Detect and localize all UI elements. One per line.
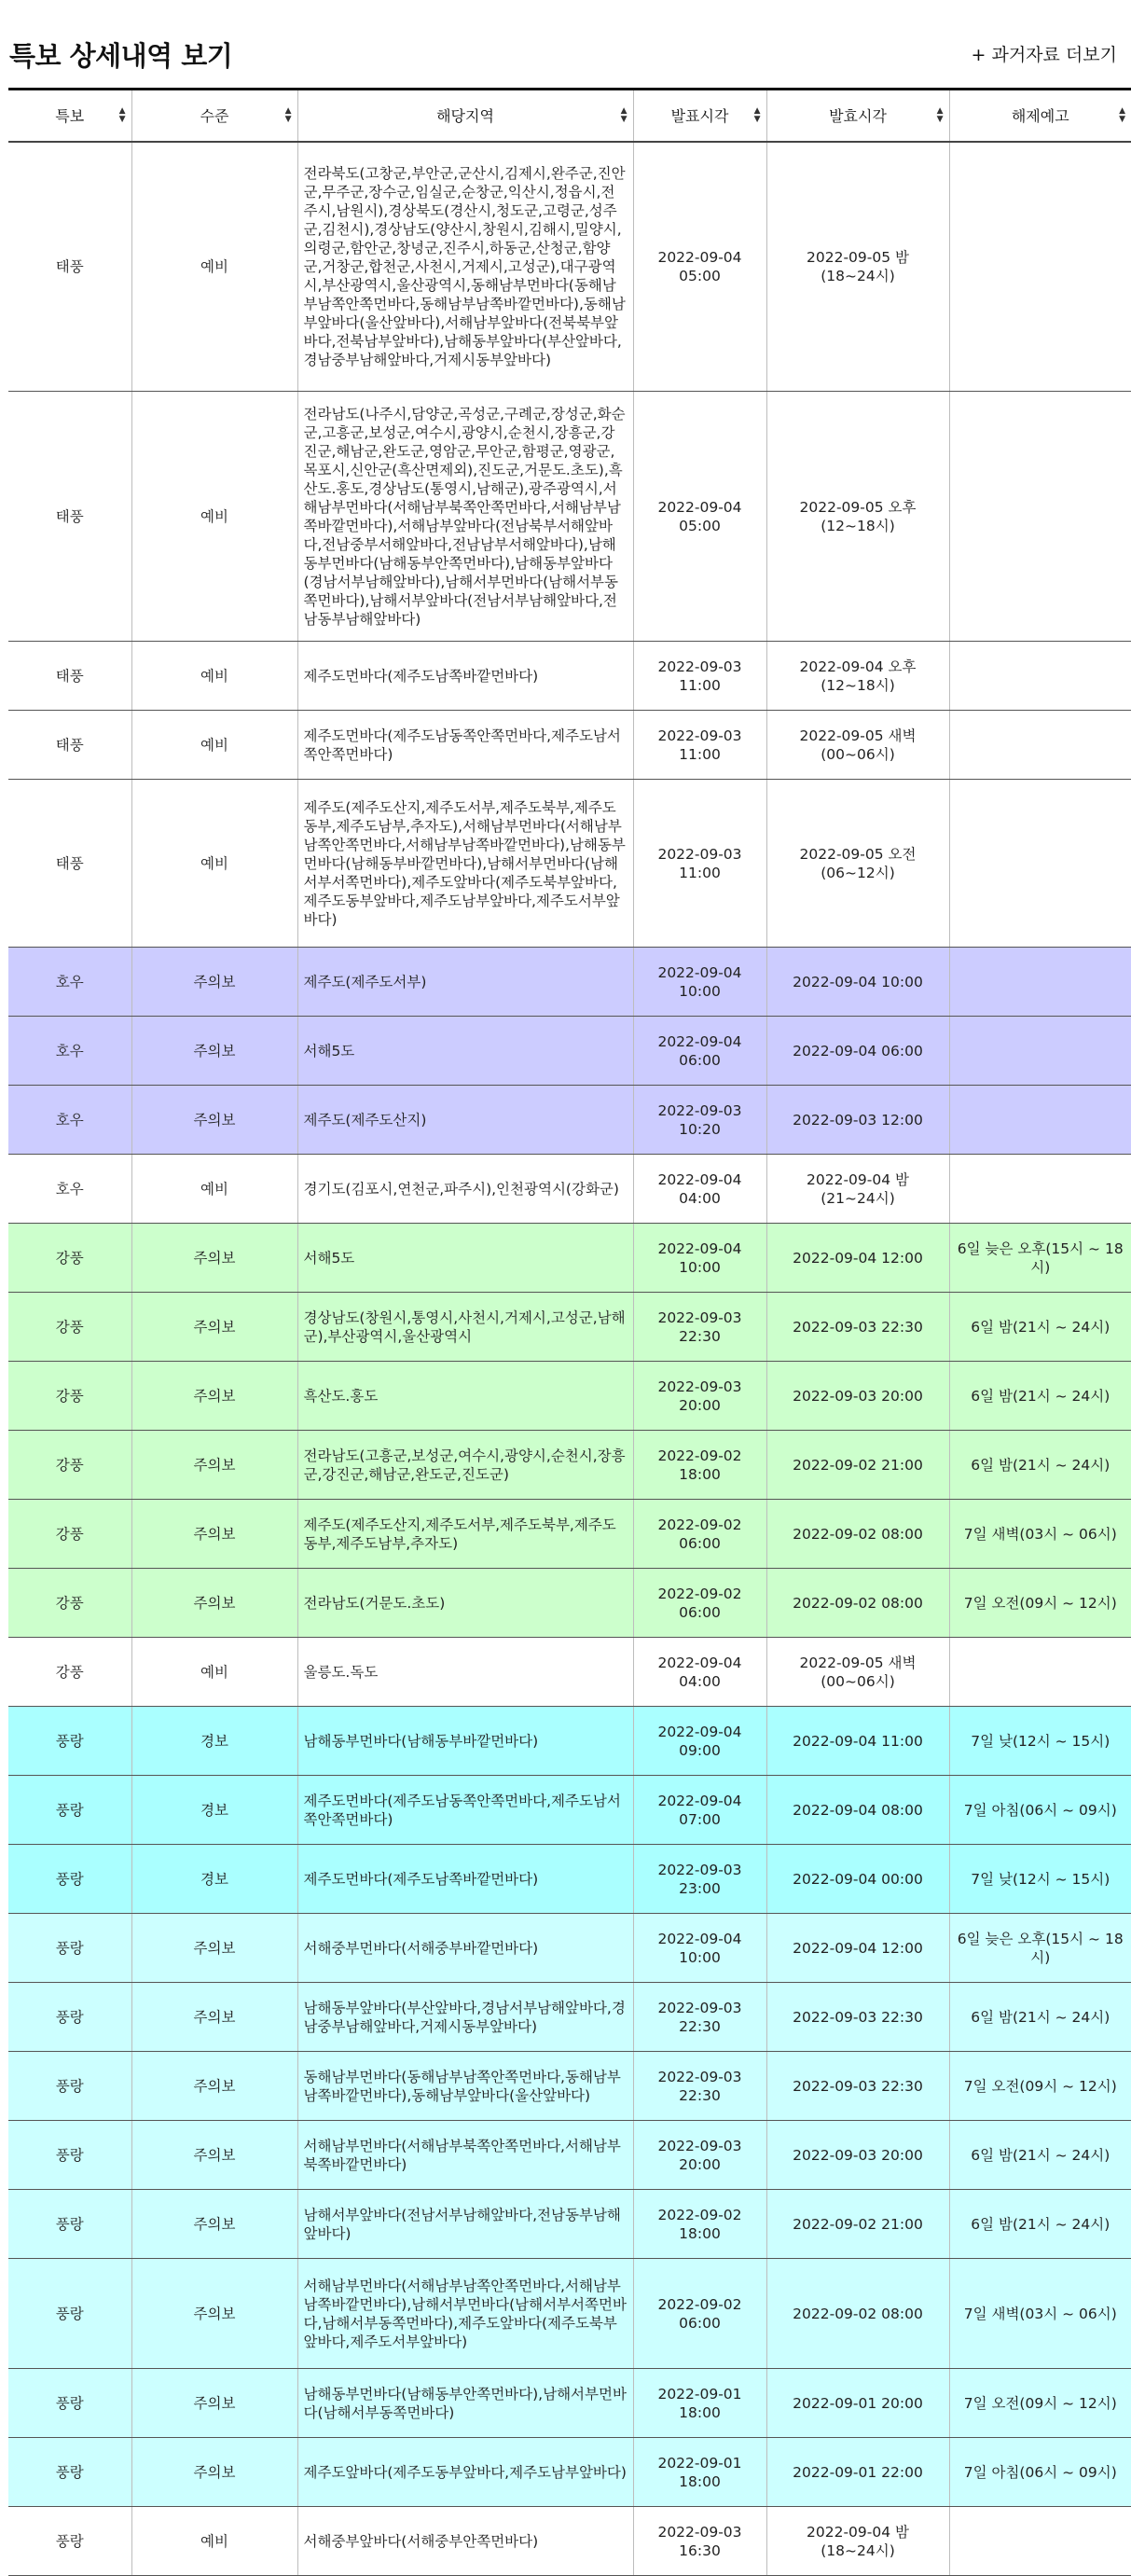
past-data-link[interactable]: + 과거자료 더보기 — [971, 45, 1117, 65]
cell-level: 주의보 — [131, 1569, 297, 1638]
cell-release: 7일 낮(12시 ~ 15시) — [949, 1707, 1131, 1776]
cell-type: 호우 — [8, 948, 131, 1017]
cell-type: 태풍 — [8, 780, 131, 948]
cell-area: 남해서부앞바다(전남서부남해앞바다,전남동부남해앞바다) — [297, 2190, 633, 2259]
cell-area: 전라남도(나주시,담양군,곡성군,구례군,장성군,화순군,고흥군,보성군,여수시,광양시,순천시,장흥군,강진군,해남군,완도군,영암군,무안군,함평군,영광군,목포시,신안군(흑산면제외),진도군,거문도.초도),흑산도.홍도,경상남도(통영시,남해군),광주광역시,서해남부먼바다(서해남부북쪽안쪽먼바다,서해남부남쪽바깥먼바다),서해남부앞바다(전남북부서해앞바다,전남중부서해앞바다,전남남부서해앞바다),남해동부먼바다(남해동부안쪽먼바다),남해동부앞바다(경남서부남해앞바다),남해서부먼바다(남해서부동쪽먼바다),남해서부앞바다(전남서부남해앞바다,전남동부남해앞바다) — [297, 392, 633, 642]
cell-announced: 2022-09-03 11:00 — [633, 780, 766, 948]
cell-announced: 2022-09-03 11:00 — [633, 711, 766, 780]
cell-release — [949, 780, 1131, 948]
cell-release: 7일 오전(09시 ~ 12시) — [949, 1569, 1131, 1638]
table-row — [8, 142, 1131, 392]
cell-announced: 2022-09-03 20:00 — [633, 1362, 766, 1431]
table-row — [8, 1983, 1131, 2052]
cell-effective: 2022-09-04 00:00 — [766, 1845, 949, 1914]
cell-area: 서해중부앞바다(서해중부안쪽먼바다) — [297, 2507, 633, 2576]
table-row — [8, 642, 1131, 711]
cell-announced: 2022-09-04 06:00 — [633, 1017, 766, 1086]
cell-release — [949, 948, 1131, 1017]
cell-level: 주의보 — [131, 948, 297, 1017]
cell-announced: 2022-09-03 23:00 — [633, 1845, 766, 1914]
table-row — [8, 1707, 1131, 1776]
cell-announced: 2022-09-02 18:00 — [633, 1431, 766, 1500]
column-header-level[interactable] — [131, 90, 297, 142]
cell-level: 경보 — [131, 1707, 297, 1776]
cell-level: 예비 — [131, 142, 297, 392]
cell-announced: 2022-09-01 18:00 — [633, 2369, 766, 2438]
cell-level: 주의보 — [131, 2121, 297, 2190]
cell-type: 풍랑 — [8, 1845, 131, 1914]
cell-release — [949, 711, 1131, 780]
table-row — [8, 1431, 1131, 1500]
cell-release — [949, 1638, 1131, 1707]
cell-type: 강풍 — [8, 1569, 131, 1638]
table-row — [8, 1638, 1131, 1707]
cell-effective: 2022-09-04 오후 (12~18시) — [766, 642, 949, 711]
column-header-label: 해당지역 — [436, 107, 494, 126]
cell-effective: 2022-09-04 10:00 — [766, 948, 949, 1017]
column-header-label: 수준 — [200, 107, 229, 126]
cell-area: 전라남도(고흥군,보성군,여수시,광양시,순천시,장흥군,강진군,해남군,완도군,진도군) — [297, 1431, 633, 1500]
cell-level: 예비 — [131, 1638, 297, 1707]
table-row — [8, 1086, 1131, 1155]
column-header-release[interactable] — [949, 90, 1131, 142]
cell-effective: 2022-09-03 22:30 — [766, 1983, 949, 2052]
table-row — [8, 2438, 1131, 2507]
cell-level: 주의보 — [131, 1224, 297, 1293]
cell-level: 예비 — [131, 642, 297, 711]
cell-release: 6일 밤(21시 ~ 24시) — [949, 1362, 1131, 1431]
column-header-label: 특보 — [55, 107, 85, 126]
cell-level: 주의보 — [131, 1431, 297, 1500]
cell-area: 서해5도 — [297, 1017, 633, 1086]
cell-release: 7일 오전(09시 ~ 12시) — [949, 2052, 1131, 2121]
cell-type: 풍랑 — [8, 2190, 131, 2259]
cell-effective: 2022-09-04 밤 (21~24시) — [766, 1155, 949, 1224]
cell-type: 강풍 — [8, 1293, 131, 1362]
cell-type: 강풍 — [8, 1362, 131, 1431]
cell-level: 주의보 — [131, 1983, 297, 2052]
cell-type: 풍랑 — [8, 1776, 131, 1845]
column-header-label: 발효시각 — [829, 107, 887, 126]
cell-release: 7일 새벽(03시 ~ 06시) — [949, 1500, 1131, 1569]
cell-release: 6일 밤(21시 ~ 24시) — [949, 1431, 1131, 1500]
cell-level: 예비 — [131, 1155, 297, 1224]
cell-announced: 2022-09-03 22:30 — [633, 1983, 766, 2052]
alerts-table-body — [8, 142, 1131, 2576]
cell-area: 제주도(제주도서부) — [297, 948, 633, 1017]
cell-level: 주의보 — [131, 1017, 297, 1086]
sort-icon: ▲ ▼ — [753, 105, 761, 124]
cell-type: 풍랑 — [8, 1914, 131, 1983]
table-row — [8, 1776, 1131, 1845]
page-header — [0, 0, 1131, 88]
cell-area: 흑산도.홍도 — [297, 1362, 633, 1431]
sort-icon: ▲ ▼ — [620, 105, 628, 124]
column-header-label: 해제예고 — [1011, 107, 1069, 126]
cell-level: 경보 — [131, 1776, 297, 1845]
cell-release — [949, 642, 1131, 711]
cell-type: 태풍 — [8, 642, 131, 711]
cell-type: 호우 — [8, 1017, 131, 1086]
table-row — [8, 2052, 1131, 2121]
cell-announced: 2022-09-03 10:20 — [633, 1086, 766, 1155]
table-row — [8, 1914, 1131, 1983]
cell-announced: 2022-09-02 06:00 — [633, 1500, 766, 1569]
cell-effective: 2022-09-02 21:00 — [766, 2190, 949, 2259]
cell-announced: 2022-09-04 05:00 — [633, 392, 766, 642]
cell-effective: 2022-09-04 06:00 — [766, 1017, 949, 1086]
cell-effective: 2022-09-04 12:00 — [766, 1224, 949, 1293]
cell-area: 제주도앞바다(제주도동부앞바다,제주도남부앞바다) — [297, 2438, 633, 2507]
cell-type: 풍랑 — [8, 1983, 131, 2052]
cell-announced: 2022-09-02 18:00 — [633, 2190, 766, 2259]
cell-announced: 2022-09-03 22:30 — [633, 1293, 766, 1362]
cell-level: 예비 — [131, 2507, 297, 2576]
sort-icon: ▲ ▼ — [936, 105, 944, 124]
cell-announced: 2022-09-04 05:00 — [633, 142, 766, 392]
cell-announced: 2022-09-03 20:00 — [633, 2121, 766, 2190]
cell-effective: 2022-09-02 08:00 — [766, 1569, 949, 1638]
cell-type: 풍랑 — [8, 2507, 131, 2576]
cell-release — [949, 1155, 1131, 1224]
cell-type: 풍랑 — [8, 2052, 131, 2121]
table-row — [8, 2369, 1131, 2438]
cell-effective: 2022-09-03 12:00 — [766, 1086, 949, 1155]
cell-release — [949, 1086, 1131, 1155]
cell-area: 전라북도(고창군,부안군,군산시,김제시,완주군,진안군,무주군,장수군,임실군,순창군,익산시,정읍시,전주시,남원시),경상북도(경산시,청도군,고령군,성주군,김천시),경상남도(양산시,창원시,김해시,밀양시,의령군,함안군,창녕군,진주시,하동군,산청군,함양군,거창군,합천군,사천시,거제시,고성군),대구광역시,부산광역시,울산광역시,동해남부먼바다(동해남부남쪽안쪽먼바다,동해남부남쪽바깥먼바다),동해남부앞바다(울산앞바다),서해남부앞바다(전북북부앞바다,전북남부앞바다),남해동부앞바다(부산앞바다,경남중부남해앞바다,거제시동부앞바다) — [297, 142, 633, 392]
cell-effective: 2022-09-03 22:30 — [766, 2052, 949, 2121]
cell-type: 풍랑 — [8, 1707, 131, 1776]
cell-release: 6일 밤(21시 ~ 24시) — [949, 2190, 1131, 2259]
cell-area: 울릉도.독도 — [297, 1638, 633, 1707]
cell-type: 태풍 — [8, 392, 131, 642]
cell-announced: 2022-09-04 04:00 — [633, 1638, 766, 1707]
cell-effective: 2022-09-04 08:00 — [766, 1776, 949, 1845]
table-row — [8, 392, 1131, 642]
cell-release — [949, 392, 1131, 642]
cell-area: 제주도(제주도산지) — [297, 1086, 633, 1155]
cell-release: 6일 밤(21시 ~ 24시) — [949, 2121, 1131, 2190]
table-row — [8, 711, 1131, 780]
cell-level: 예비 — [131, 392, 297, 642]
cell-effective: 2022-09-05 밤 (18~24시) — [766, 142, 949, 392]
cell-level: 경보 — [131, 1845, 297, 1914]
alerts-table — [8, 88, 1131, 2576]
sort-icon: ▲ ▼ — [1119, 105, 1125, 124]
cell-announced: 2022-09-02 06:00 — [633, 1569, 766, 1638]
cell-area: 제주도먼바다(제주도남쪽바깥먼바다) — [297, 1845, 633, 1914]
cell-level: 주의보 — [131, 2438, 297, 2507]
cell-effective: 2022-09-05 오전 (06~12시) — [766, 780, 949, 948]
cell-type: 강풍 — [8, 1224, 131, 1293]
cell-effective: 2022-09-04 밤 (18~24시) — [766, 2507, 949, 2576]
table-row — [8, 1362, 1131, 1431]
cell-type: 호우 — [8, 1086, 131, 1155]
cell-area: 전라남도(거문도.초도) — [297, 1569, 633, 1638]
cell-announced: 2022-09-04 09:00 — [633, 1707, 766, 1776]
cell-effective: 2022-09-05 오후 (12~18시) — [766, 392, 949, 642]
cell-level: 주의보 — [131, 2369, 297, 2438]
cell-announced: 2022-09-04 10:00 — [633, 1224, 766, 1293]
table-row — [8, 1293, 1131, 1362]
cell-type: 호우 — [8, 1155, 131, 1224]
cell-type: 강풍 — [8, 1638, 131, 1707]
cell-effective: 2022-09-01 22:00 — [766, 2438, 949, 2507]
table-row — [8, 1224, 1131, 1293]
cell-area: 제주도먼바다(제주도남쪽바깥먼바다) — [297, 642, 633, 711]
cell-type: 강풍 — [8, 1431, 131, 1500]
cell-area: 서해5도 — [297, 1224, 633, 1293]
cell-level: 주의보 — [131, 1086, 297, 1155]
table-row — [8, 2121, 1131, 2190]
cell-effective: 2022-09-03 20:00 — [766, 1362, 949, 1431]
cell-release: 6일 밤(21시 ~ 24시) — [949, 1293, 1131, 1362]
cell-level: 주의보 — [131, 1500, 297, 1569]
cell-effective: 2022-09-03 20:00 — [766, 2121, 949, 2190]
cell-effective: 2022-09-04 12:00 — [766, 1914, 949, 1983]
cell-release: 6일 밤(21시 ~ 24시) — [949, 1983, 1131, 2052]
column-header-type[interactable] — [8, 90, 131, 142]
cell-area: 남해동부앞바다(부산앞바다,경남서부남해앞바다,경남중부남해앞바다,거제시동부앞바다) — [297, 1983, 633, 2052]
page-title: 특보 상세내역 보기 — [9, 40, 233, 72]
column-header-effective[interactable] — [766, 90, 949, 142]
cell-level: 주의보 — [131, 1293, 297, 1362]
table-row — [8, 2190, 1131, 2259]
cell-announced: 2022-09-04 10:00 — [633, 948, 766, 1017]
cell-level: 주의보 — [131, 2190, 297, 2259]
table-row — [8, 1155, 1131, 1224]
cell-release: 7일 새벽(03시 ~ 06시) — [949, 2259, 1131, 2369]
cell-type: 풍랑 — [8, 2121, 131, 2190]
cell-type: 풍랑 — [8, 2259, 131, 2369]
cell-release: 7일 낮(12시 ~ 15시) — [949, 1845, 1131, 1914]
table-row — [8, 1500, 1131, 1569]
cell-type: 태풍 — [8, 142, 131, 392]
cell-announced: 2022-09-04 07:00 — [633, 1776, 766, 1845]
table-row — [8, 2507, 1131, 2576]
cell-type: 태풍 — [8, 711, 131, 780]
cell-level: 주의보 — [131, 1914, 297, 1983]
cell-area: 서해남부먼바다(서해남부남쪽안쪽먼바다,서해남부남쪽바깥먼바다),남해서부먼바다(남해서부서쪽먼바다,남해서부동쪽먼바다),제주도앞바다(제주도북부앞바다,제주도서부앞바다) — [297, 2259, 633, 2369]
cell-effective: 2022-09-02 21:00 — [766, 1431, 949, 1500]
cell-release — [949, 2507, 1131, 2576]
cell-announced: 2022-09-03 16:30 — [633, 2507, 766, 2576]
cell-area: 동해남부먼바다(동해남부남쪽안쪽먼바다,동해남부남쪽바깥먼바다),동해남부앞바다(울산앞바다) — [297, 2052, 633, 2121]
cell-effective: 2022-09-02 08:00 — [766, 1500, 949, 1569]
cell-area: 제주도먼바다(제주도남동쪽안쪽먼바다,제주도남서쪽안쪽먼바다) — [297, 1776, 633, 1845]
table-row — [8, 948, 1131, 1017]
cell-announced: 2022-09-03 22:30 — [633, 2052, 766, 2121]
cell-effective: 2022-09-04 11:00 — [766, 1707, 949, 1776]
table-row — [8, 1017, 1131, 1086]
cell-release: 6일 늦은 오후(15시 ~ 18시) — [949, 1224, 1131, 1293]
column-header-area[interactable] — [297, 90, 633, 142]
cell-area: 제주도(제주도산지,제주도서부,제주도북부,제주도동부,제주도남부,추자도) — [297, 1500, 633, 1569]
cell-announced: 2022-09-04 10:00 — [633, 1914, 766, 1983]
table-row — [8, 1569, 1131, 1638]
cell-area: 경기도(김포시,연천군,파주시),인천광역시(강화군) — [297, 1155, 633, 1224]
cell-level: 주의보 — [131, 2259, 297, 2369]
table-row — [8, 1845, 1131, 1914]
cell-announced: 2022-09-02 06:00 — [633, 2259, 766, 2369]
cell-release — [949, 1017, 1131, 1086]
cell-level: 주의보 — [131, 1362, 297, 1431]
table-row — [8, 2259, 1131, 2369]
cell-effective: 2022-09-05 새벽 (00~06시) — [766, 1638, 949, 1707]
table-row — [8, 780, 1131, 948]
cell-type: 강풍 — [8, 1500, 131, 1569]
cell-announced: 2022-09-04 04:00 — [633, 1155, 766, 1224]
cell-release: 6일 늦은 오후(15시 ~ 18시) — [949, 1914, 1131, 1983]
cell-release: 7일 아침(06시 ~ 09시) — [949, 1776, 1131, 1845]
cell-effective: 2022-09-03 22:30 — [766, 1293, 949, 1362]
cell-effective: 2022-09-02 08:00 — [766, 2259, 949, 2369]
column-header-announced[interactable] — [633, 90, 766, 142]
table-header-row — [8, 90, 1131, 142]
cell-effective: 2022-09-05 새벽 (00~06시) — [766, 711, 949, 780]
cell-type: 풍랑 — [8, 2438, 131, 2507]
cell-area: 제주도먼바다(제주도남동쪽안쪽먼바다,제주도남서쪽안쪽먼바다) — [297, 711, 633, 780]
cell-level: 예비 — [131, 780, 297, 948]
cell-area: 남해동부먼바다(남해동부안쪽먼바다),남해서부먼바다(남해서부동쪽먼바다) — [297, 2369, 633, 2438]
column-header-label: 발표시각 — [670, 107, 729, 126]
cell-announced: 2022-09-01 18:00 — [633, 2438, 766, 2507]
cell-area: 남해동부먼바다(남해동부바깥먼바다) — [297, 1707, 633, 1776]
sort-icon: ▲ ▼ — [284, 105, 292, 124]
cell-announced: 2022-09-03 11:00 — [633, 642, 766, 711]
cell-area: 서해남부먼바다(서해남부북쪽안쪽먼바다,서해남부북쪽바깥먼바다) — [297, 2121, 633, 2190]
cell-release — [949, 142, 1131, 392]
cell-level: 주의보 — [131, 2052, 297, 2121]
cell-type: 풍랑 — [8, 2369, 131, 2438]
cell-area: 경상남도(창원시,통영시,사천시,거제시,고성군,남해군),부산광역시,울산광역시 — [297, 1293, 633, 1362]
cell-release: 7일 아침(06시 ~ 09시) — [949, 2438, 1131, 2507]
cell-area: 서해중부먼바다(서해중부바깥먼바다) — [297, 1914, 633, 1983]
sort-icon: ▲ ▼ — [118, 105, 126, 124]
cell-area: 제주도(제주도산지,제주도서부,제주도북부,제주도동부,제주도남부,추자도),서해남부먼바다(서해남부남쪽안쪽먼바다,서해남부남쪽바깥먼바다),남해동부먼바다(남해동부바깥먼바다),남해서부먼바다(남해서부서쪽먼바다),제주도앞바다(제주도북부앞바다,제주도동부앞바다,제주도남부앞바다,제주도서부앞바다) — [297, 780, 633, 948]
cell-level: 예비 — [131, 711, 297, 780]
cell-effective: 2022-09-01 20:00 — [766, 2369, 949, 2438]
cell-release: 7일 오전(09시 ~ 12시) — [949, 2369, 1131, 2438]
